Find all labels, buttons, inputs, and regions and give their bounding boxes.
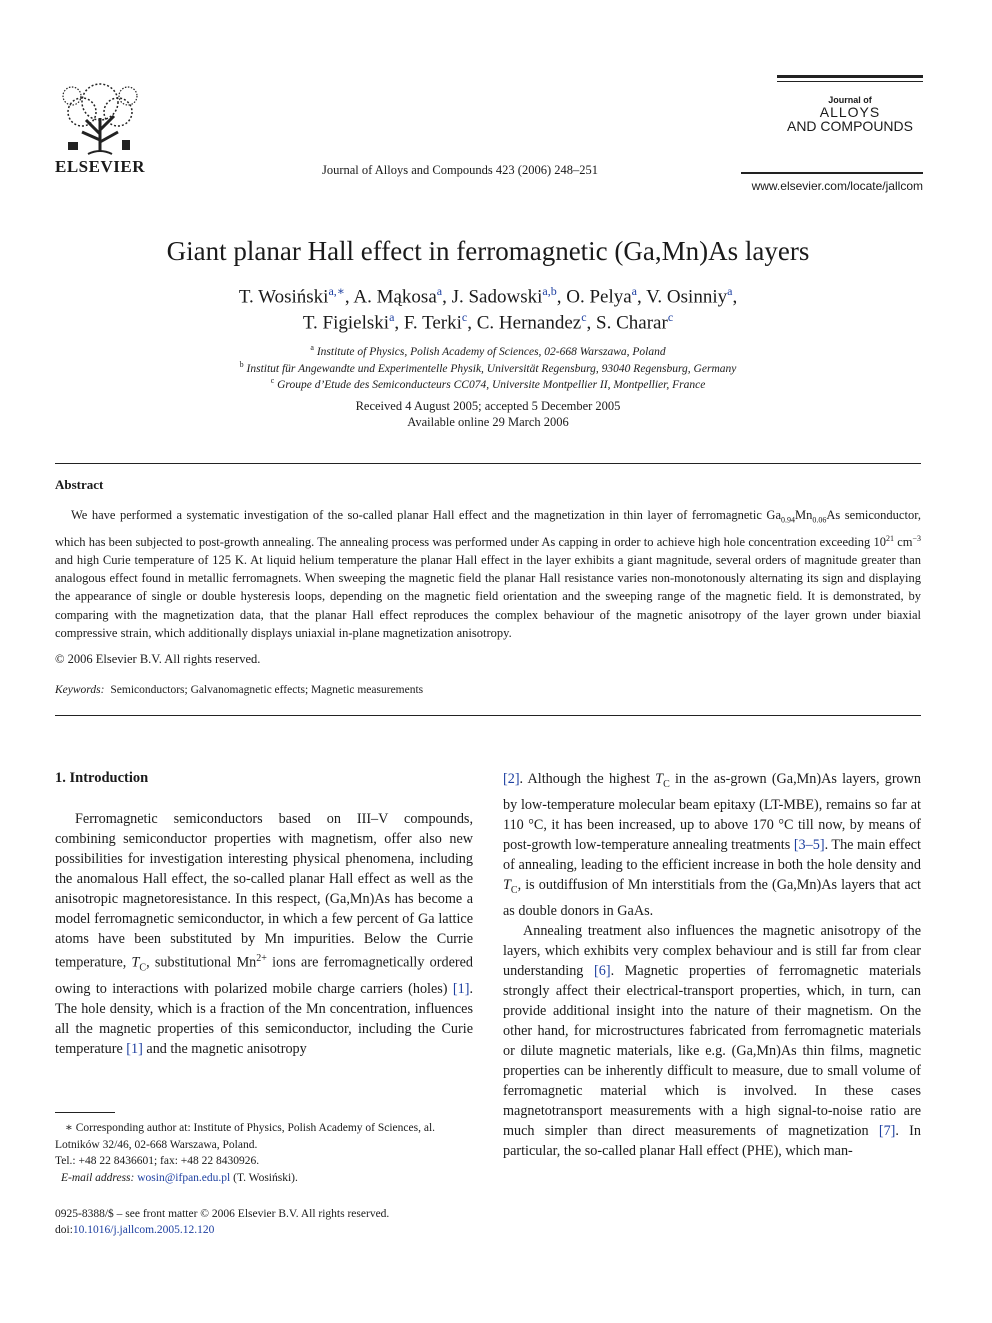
body-text: ions are ferromagnetically ordered owing to interactions with polarized mobile charge carriers (holes)	[55, 954, 473, 997]
abstract-heading: Abstract	[55, 477, 104, 492]
body-text: . In particular, the so-called planar Hall effect (PHE), which man-	[503, 1122, 921, 1159]
author-affil-sup[interactable]: a	[727, 284, 733, 298]
issn-line: 0925-8388/$ – see front matter © 2006 Elsevier B.V. All rights reserved.	[55, 1208, 390, 1220]
author-name[interactable]: T. Wosiński	[238, 286, 329, 308]
journal-url-link[interactable]: www.elsevier.com/locate/jallcom	[751, 179, 923, 193]
formula-mn: Mn	[795, 508, 813, 522]
abstract-top-rule	[55, 463, 921, 464]
journal-citation: Journal of Alloys and Compounds 423 (2006) 248–251	[321, 163, 599, 177]
body-text: . The hole density, which is a fraction of the Mn concentration, influences all the magnetic properties of this semiconductor, including the Curie temperature	[55, 980, 473, 1057]
doi-link[interactable]: 10.1016/j.jallcom.2005.12.120	[72, 1224, 215, 1236]
body-column-left	[55, 809, 473, 1059]
author-separator: ,	[636, 286, 642, 308]
citation-link[interactable]: [6]	[594, 962, 611, 979]
author-name[interactable]: J. Sadowski	[451, 286, 543, 308]
author-separator: ,	[732, 286, 738, 308]
formula-as: As	[826, 508, 841, 522]
affiliation-sup: a	[310, 343, 314, 352]
author-affil-sup[interactable]: c	[461, 310, 468, 324]
citation-link[interactable]: [2]	[503, 771, 520, 787]
footnote-marker: ∗	[65, 1122, 73, 1134]
affiliation-sup: c	[270, 376, 275, 385]
body-text: Annealing treatment also influences the magnetic anisotropy of the layers, which exhibits very complex behaviour and is still far from clear understanding	[503, 922, 921, 979]
author-name[interactable]: S. Charar	[596, 312, 668, 334]
author-separator: ,	[344, 286, 350, 308]
author-separator: ,	[586, 312, 592, 334]
journal-url-rule	[741, 172, 923, 174]
author-name[interactable]: V. Osinniy	[646, 286, 728, 308]
email-link[interactable]: wosin@ifpan.edu.pl	[137, 1171, 231, 1184]
author-separator: ,	[442, 286, 447, 308]
body-text: . Magnetic properties of ferromagnetic materials strongly affect their electrical-transport properties, which, in turn, can provide additional insight into the nature of their magnetism. On the other hand, for microstructures fabricated from ferromagnetic materials or dilute magnetic materials, like e.g. (Ga,Mn)As thin films, magnetic properties can be inherently difficult to measure, due to small volume of ferromagnetic material which is involved. In these cases magnetotransport measurements with a high signal-to-noise ratio are much simpler than direct measurements of magnetization	[503, 962, 921, 1139]
email-owner: (T. Wosiński).	[230, 1171, 298, 1184]
corresponding-author-footnote	[55, 1120, 473, 1186]
affiliation-text: Groupe d’Etude des Semiconducteurs CC074, Universite Montpellier II, Montpellier, France	[277, 378, 706, 391]
author-affil-sup[interactable]: a	[436, 284, 443, 298]
body-text: Ferromagnetic semiconductors based on III–V compounds, combining semiconductor properties with magnetism, offer also new possibilities for investigation interesting physical phenomena, including the anomalous Hall effect, the so-called planar Hall effect as well as the anisotropic magnetoresistance. In this respect, (Ga,Mn)As has become a model ferromagnetic semiconductor, in which a few percent of Ga lattice atoms have been substituted by Mn impurities. Below the Currie temperature,	[55, 811, 473, 971]
formula	[766, 508, 841, 525]
author-name[interactable]: T. Figielski	[302, 312, 390, 334]
exponent: −3	[912, 533, 921, 543]
body-text: . Although the highest	[519, 771, 656, 787]
journal-logo-line1: Journal of	[828, 95, 872, 105]
math-symbol: T	[503, 876, 511, 893]
email-label: E-mail address:	[61, 1171, 135, 1184]
footnote-contact: Tel.: +48 22 8436601; fax: +48 22 8430926.	[55, 1155, 260, 1168]
citation-link[interactable]: [7]	[878, 1122, 896, 1139]
abstract-bottom-rule	[55, 715, 921, 716]
keywords-text: Semiconductors; Galvanomagnetic effects; Magnetic measurements	[110, 684, 424, 696]
doi-line	[55, 1224, 214, 1236]
author-affil-sup[interactable]: c	[667, 310, 674, 324]
abstract-text: We have performed a systematic investigation of the so-called planar Hall effect and the magnetization in thin layer of ferromagnetic	[71, 508, 762, 522]
author-affil-sup[interactable]: a,b	[542, 284, 557, 298]
formula-mn-sub: 0.06	[812, 515, 827, 525]
paragraph	[55, 809, 473, 1059]
author-separator: ,	[394, 312, 400, 334]
body-text: in the as-grown (Ga,Mn)As layers, grown by low-temperature molecular beam epitaxy (LT-MBE), remains so far at 110 °C, it has been increased, up to above 170 °C till now, by means of post-growth low-temperature annealing treatments	[503, 771, 921, 853]
affiliation-text: Institut für Angewandte und Experimentelle Physik, Universität Regensburg, 93040 Regensburg, Germany	[246, 362, 737, 375]
author-affil-sup[interactable]: a,∗	[328, 284, 345, 298]
author-separator: ,	[556, 286, 562, 308]
author-name[interactable]: A. Mąkosa	[353, 286, 437, 308]
body-text: , is outdiffusion of Mn interstitials from the (Ga,Mn)As layers that act as double donors in GaAs.	[503, 876, 921, 919]
doi-label: doi:	[55, 1224, 73, 1236]
received-date: Received 4 August 2005; accepted 5 December 2005	[355, 399, 621, 413]
author-affil-sup[interactable]: a	[631, 284, 637, 298]
body-text: and the magnetic anisotropy	[142, 1040, 307, 1057]
body-text: . The main effect of annealing, leading to the efficient increase in both the hole density and	[503, 836, 921, 873]
publisher-name: ELSEVIER	[55, 157, 145, 176]
math-subscript: C	[510, 884, 518, 896]
body-text: , substitutional Mn	[146, 954, 257, 971]
affiliation-sup: b	[239, 360, 244, 369]
author-affil-sup[interactable]: c	[581, 310, 587, 324]
section-heading: 1. Introduction	[55, 770, 149, 786]
ion-charge: 2+	[256, 953, 267, 964]
affiliation-text: Institute of Physics, Polish Academy of Sciences, 02-668 Warszawa, Poland	[316, 345, 666, 358]
abstract-copyright: © 2006 Elsevier B.V. All rights reserved.	[55, 652, 261, 666]
paragraph	[503, 769, 921, 921]
formula-ga: Ga	[766, 508, 781, 522]
author-list-line2	[40, 310, 936, 334]
journal-logo-line2: ALLOYS	[819, 104, 881, 120]
math-symbol: T	[655, 771, 664, 787]
paper-title: Giant planar Hall effect in ferromagnetic (Ga,Mn)As layers	[166, 236, 810, 266]
exponent: 21	[885, 533, 894, 543]
online-date: Available online 29 March 2006	[407, 415, 569, 429]
abstract-text: semiconductor, which has been subjected to post-growth annealing. The annealing process was performed under As capping in order to achieve high hole concentration exceeding 10	[55, 508, 921, 549]
keywords-label: Keywords:	[55, 684, 105, 696]
abstract-text: and high Curie temperature of 125 K. At liquid helium temperature the planar Hall effect in the layer exhibits a giant magnitude, several orders of magnitude greater than analogous effect found in metallic ferromagnets. When sweeping the magnetic field the planar Hall resistance varies non-monotonously alternating its sign and displaying the appearance of single or double hysteresis loops, depending on the magnetic field orientation and the sweeping range of the magnetic field. It is demonstrated, by comparing with the magnetization data, that the planar Hall effect reproduces the complex behaviour of the magnetic anisotropy of the layer grown under biaxial compressive strain, which additionally displays uniaxial in-plane magnetization anisotropy.	[55, 553, 921, 640]
math-symbol: T	[131, 954, 140, 971]
math-subscript: C	[663, 778, 670, 790]
footnote-rule	[55, 1112, 115, 1113]
journal-logo-line3: AND COMPOUNDS	[786, 118, 913, 134]
affiliation-c	[40, 376, 936, 391]
author-name[interactable]: C. Hernandez	[476, 312, 582, 334]
footnote-text: Corresponding author at: Institute of Physics, Polish Academy of Sciences, al. Lotników 32/46, 02-668 Warszawa, Poland.	[55, 1122, 436, 1151]
affiliation-b	[40, 360, 936, 375]
author-name[interactable]: O. Pelya	[566, 286, 632, 308]
body-column-right	[503, 769, 921, 1161]
abstract-body	[55, 506, 921, 642]
paragraph	[503, 921, 921, 1161]
affiliation-a	[40, 343, 936, 358]
citation-link[interactable]: [1]	[452, 980, 470, 997]
keywords	[55, 684, 423, 696]
citation-link[interactable]: [1]	[126, 1040, 143, 1057]
formula-ga-sub: 0.94	[781, 515, 795, 525]
author-name[interactable]: F. Terki	[403, 312, 462, 334]
author-separator: ,	[467, 312, 472, 334]
author-list-line1	[40, 284, 936, 308]
math-subscript: C	[139, 962, 147, 974]
author-affil-sup[interactable]: a	[389, 310, 395, 324]
journal-logo	[777, 75, 923, 145]
abstract-text: cm	[893, 534, 913, 549]
citation-link[interactable]: [3–5]	[793, 836, 825, 853]
